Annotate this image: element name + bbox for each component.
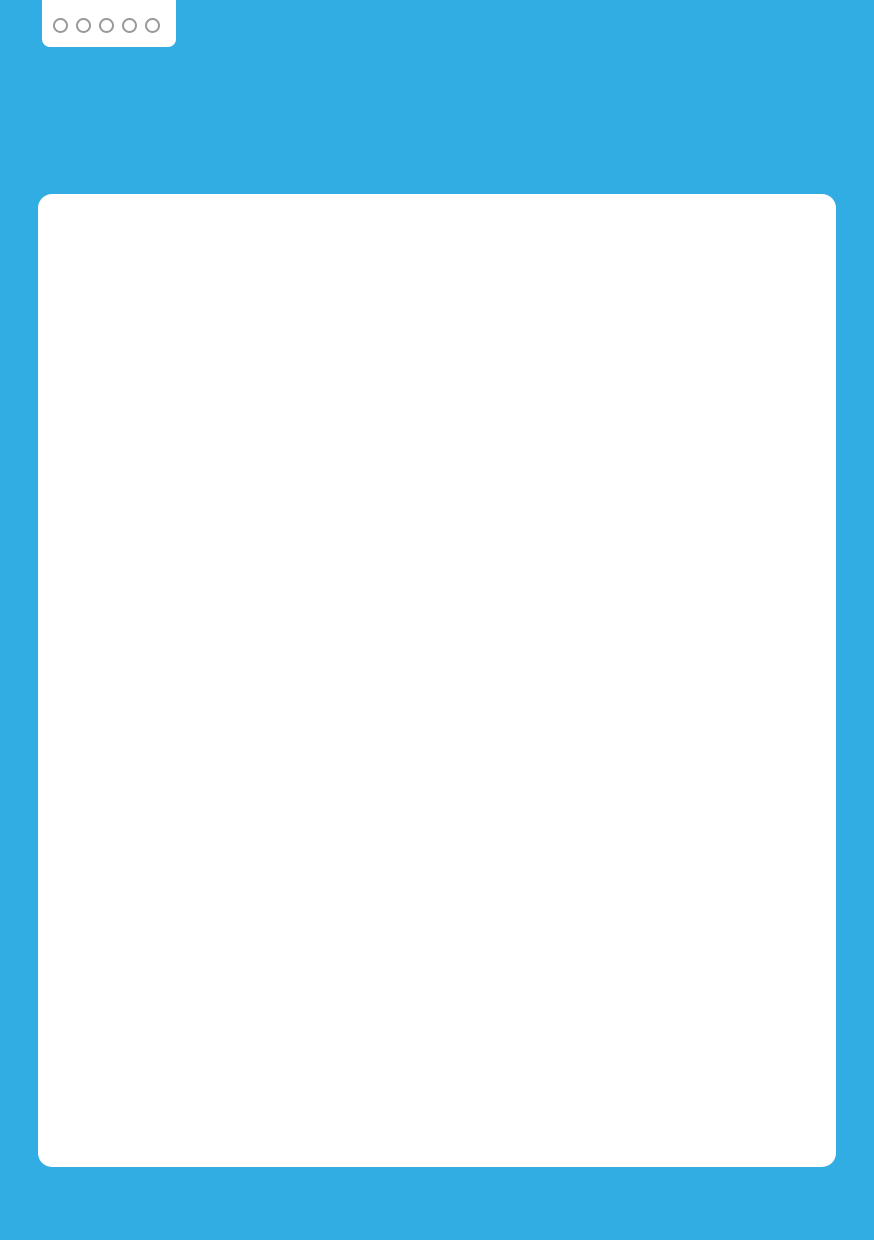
logo-dot-icon xyxy=(99,18,114,33)
worksheet xyxy=(38,194,836,1167)
logo-dot-icon xyxy=(145,18,160,33)
logo-dot-icon xyxy=(53,18,68,33)
logo-dot-icon xyxy=(122,18,137,33)
logo-dot-icon xyxy=(76,18,91,33)
logo xyxy=(42,0,176,47)
